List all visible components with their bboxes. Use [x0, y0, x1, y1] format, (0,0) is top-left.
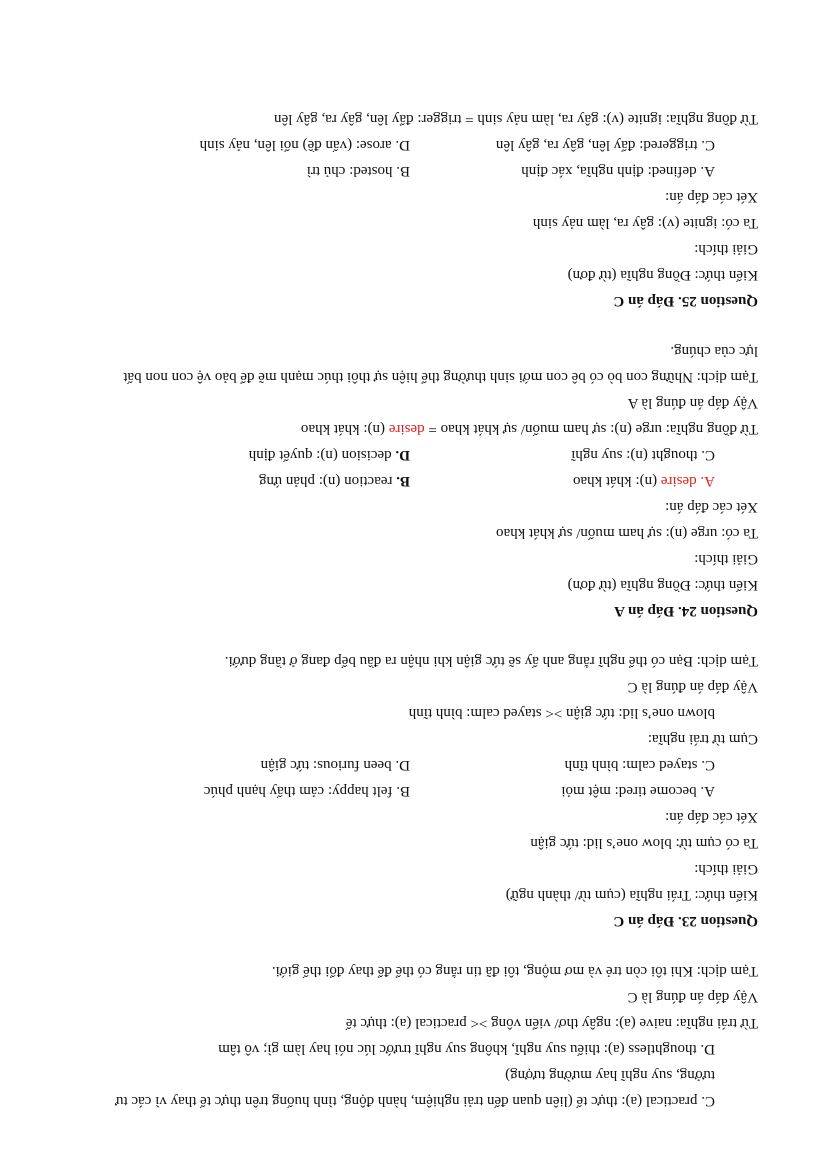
q25-option-c: C. triggered: đẩy lên, gây ra, gây lên [495, 137, 715, 153]
q24-option-c: C. thought (n): suy nghĩ [571, 447, 715, 463]
q23-answer: Vậy đáp án đúng là C [627, 679, 758, 695]
q23-consider-label: Xét các đáp án: [665, 809, 758, 825]
q24-synonym [301, 420, 758, 438]
q24-consider-label: Xét các đáp án: [665, 499, 758, 515]
q24-option-a-word: desire [660, 473, 697, 489]
q24-option-d-letter: D. [395, 447, 410, 463]
q24-option-d-rest: decision (n): quyết định [248, 447, 396, 463]
q24-option-b-letter: B. [396, 473, 410, 489]
q24-explain-label: Giải thích: [694, 551, 758, 567]
q23-phrase: Ta có cụm từ: blow one’s lid: tức giận [530, 835, 758, 851]
q24-option-a [573, 472, 715, 490]
q23-option-c: C. stayed calm: bình tĩnh [564, 757, 715, 773]
q25-knowledge: Kiến thức: Đồng nghĩa (từ đơn) [567, 267, 758, 283]
q23-translation: Tạm dịch: Bạn có thể nghĩ rằng anh ấy sẽ tức giận khi nhận ra đầu bếp đang ở tầng dưới. [224, 653, 758, 669]
q25-has: Ta có: ignite (v): gây ra, làm nảy sinh [532, 215, 758, 231]
q24-option-b [259, 472, 410, 490]
q24-option-b-rest: reaction (n): phản ứng [258, 473, 397, 489]
q22-translation: Tạm dịch: Khi tôi còn trẻ và mơ mộng, tôi đã tin rằng có thể để thay đổi thế giới. [271, 963, 758, 979]
q23-knowledge: Kiến thức: Trái nghĩa (cụm từ/ thành ngữ) [505, 887, 758, 903]
q25-option-b: B. hosted: chủ trì [306, 163, 410, 179]
q22-antonym: Từ trái nghĩa: naive (a): ngây thơ/ viển vông >< practical (a): thực tế [345, 1015, 758, 1031]
q25-explain-label: Giải thích: [694, 241, 758, 257]
q23-heading: Question 23. Đáp án C [613, 913, 758, 929]
q24-has: Ta có: urge (n): sự ham muốn/ sự khát khao [496, 525, 758, 541]
q25-option-d: D. arose: (vấn đề) nổi lên, nảy sinh [199, 137, 410, 153]
q24-option-a-prefix: A. [696, 473, 715, 489]
q24-option-d [249, 446, 410, 464]
q25-consider-label: Xét các đáp án: [665, 189, 758, 205]
q23-option-b: B. felt happy: cảm thấy hạnh phúc [203, 783, 410, 799]
q22-option-d: D. thoughtless (a): thiếu suy nghĩ, không suy nghĩ trước lúc nói hay làm gì; vô tâm [218, 1041, 715, 1057]
q24-synonym-prefix: Từ đồng nghĩa: urge (n): sự ham muốn/ sự khát khao = [424, 421, 758, 437]
q22-option-c-line2: tưởng, suy nghĩ hay mường tượng) [505, 1067, 715, 1083]
q24-heading: Question 24. Đáp án A [614, 603, 758, 619]
q24-knowledge: Kiến thức: Đồng nghĩa (từ đơn) [567, 577, 758, 593]
q23-option-d: D. been furious: tức giận [260, 757, 410, 773]
q24-option-a-rest: (n): khát khao [572, 473, 661, 489]
q23-antonym-label: Cụm từ trái nghĩa: [647, 731, 758, 747]
q24-translation-line1: Tạm dịch: Những con bò có bê con mới sinh thường thể hiện sự thôi thúc mạnh mẽ để bảo vệ con non bất [123, 369, 758, 385]
q23-antonym: blown one’s lid: tức giận >< stayed calm: bình tĩnh [408, 705, 715, 721]
q24-synonym-word: desire [388, 421, 425, 437]
q25-heading: Question 25. Đáp án C [613, 293, 758, 309]
q22-option-c-line1: C. practical (a): thực tế (liên quan đến trải nghiệm, hành động, tình huống trên thực tế thay vì các tư [115, 1093, 715, 1109]
q25-option-a: A. defined: định nghĩa, xác định [521, 163, 715, 179]
q23-option-a: A. become tired: mệt mỏi [561, 783, 715, 799]
q23-explain-label: Giải thích: [694, 861, 758, 877]
q24-translation-line2: lực của chúng. [670, 343, 758, 359]
q24-answer: Vậy đáp án đúng là A [627, 395, 758, 411]
q24-synonym-rest: (n): khát khao [300, 421, 389, 437]
q22-answer: Vậy đáp án đúng là C [627, 989, 758, 1005]
q25-synonym: Từ đồng nghĩa: ignite (v): gây ra, làm nảy sinh = trigger: đẩy lên, gây ra, gây lên [274, 111, 758, 127]
